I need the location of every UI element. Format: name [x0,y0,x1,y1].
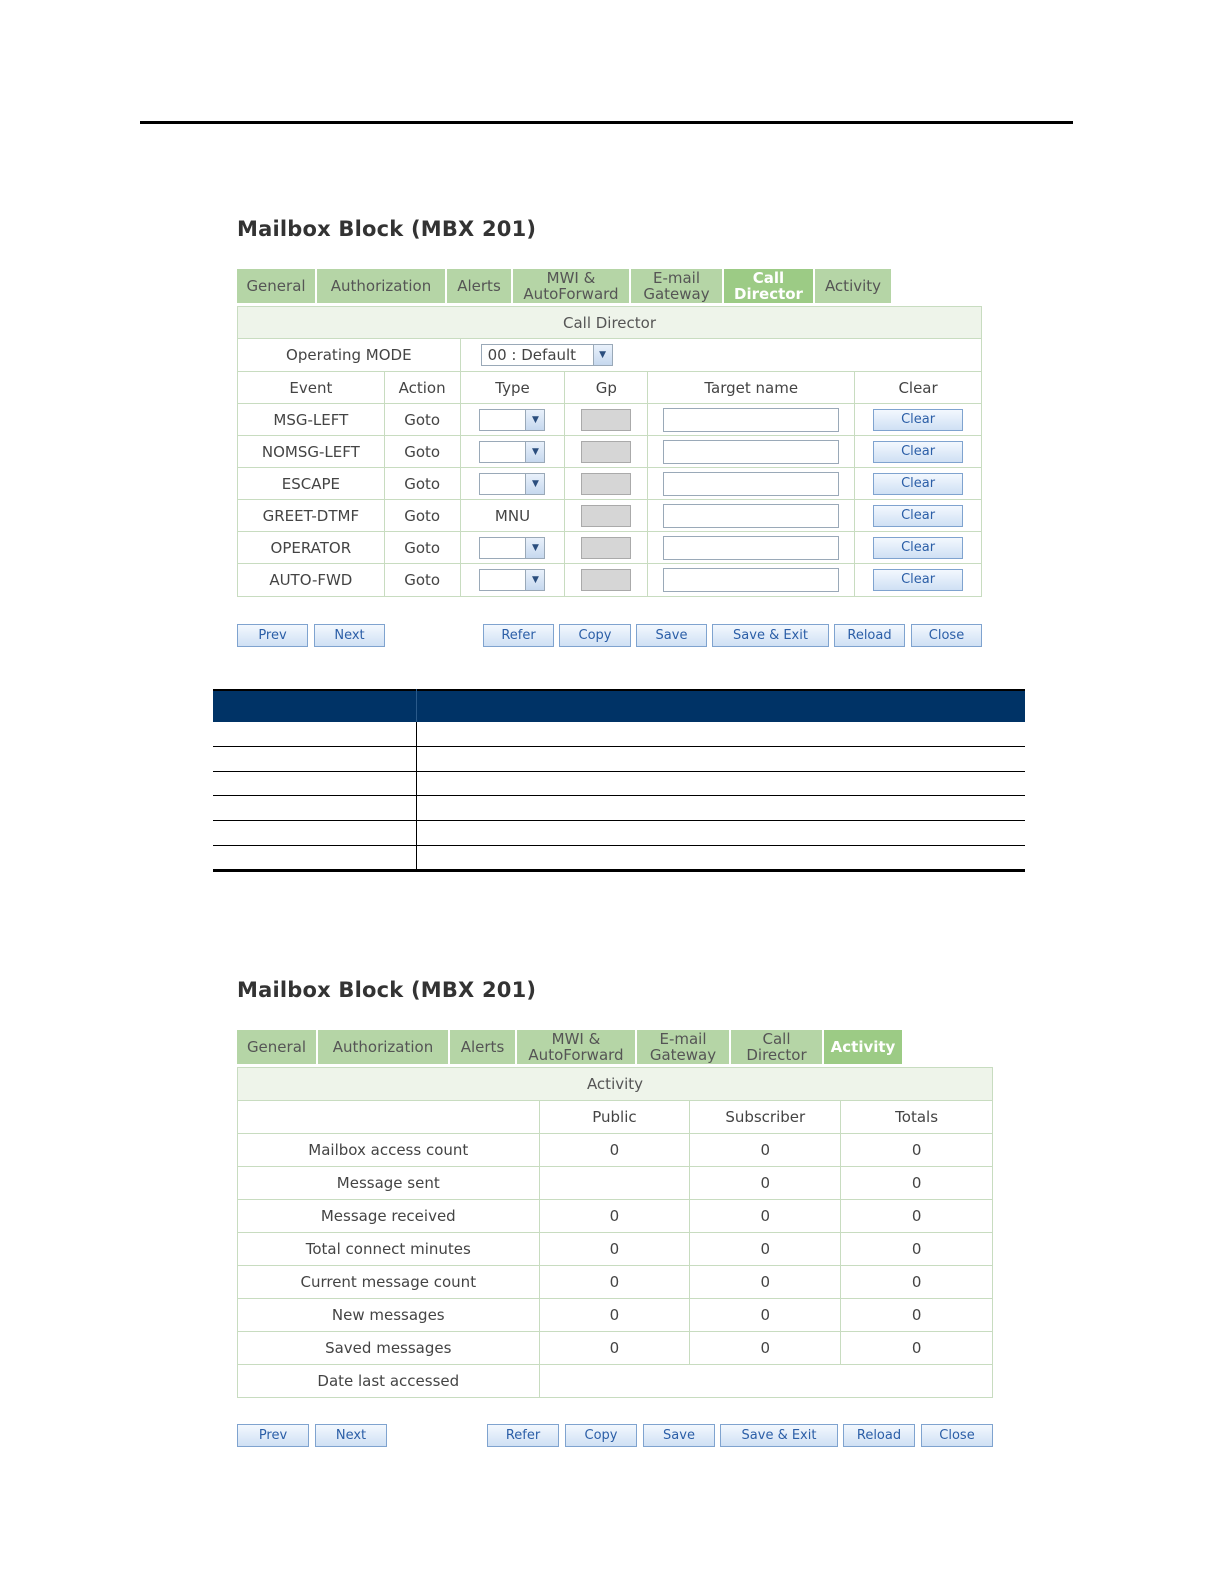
event-action: Goto [384,404,460,436]
clear-button[interactable]: Clear [873,569,963,591]
target-name-input[interactable] [663,536,839,560]
column-header-totals: Totals [841,1101,993,1134]
row-label: Date last accessed [238,1365,540,1398]
document-table-header [213,689,1025,722]
table-row [238,1365,993,1398]
target-name-input[interactable] [663,440,839,464]
operating-mode-select[interactable] [481,344,613,366]
column-divider [416,722,417,870]
reload-button[interactable]: Reload [843,1424,915,1447]
close-button[interactable]: Close [921,1424,993,1447]
tab-mwi-autoforward[interactable]: MWI & AutoForward [517,1030,637,1064]
operating-mode-label: Operating MODE [238,339,461,372]
subscriber-value: 0 [690,1332,841,1365]
row-label: Message sent [238,1167,540,1200]
close-button[interactable]: Close [911,624,982,647]
gp-field [581,505,631,527]
column-header-type: Type [460,372,565,404]
activity-table [237,1067,993,1398]
table-row [238,1332,993,1365]
save-button[interactable]: Save [643,1424,715,1447]
table-row [238,532,982,564]
tab-alerts[interactable]: Alerts [450,1030,517,1064]
chevron-down-icon: ▼ [525,538,544,558]
gp-field [581,569,631,591]
call-director-table [237,306,982,597]
subscriber-value: 0 [690,1134,841,1167]
table-row [238,564,982,597]
table-row [238,500,982,532]
subscriber-value: 0 [690,1299,841,1332]
table-row [238,1134,993,1167]
tab-call-director[interactable]: Call Director [731,1030,824,1064]
public-value: 0 [539,1200,690,1233]
totals-value: 0 [841,1200,993,1233]
tab-email-gateway[interactable]: E-mail Gateway [637,1030,731,1064]
tab-activity[interactable]: Activity [824,1030,904,1064]
next-button[interactable]: Next [314,624,385,647]
event-name: NOMSG-LEFT [238,436,385,468]
section-title: Activity [238,1068,993,1101]
chevron-down-icon: ▼ [593,345,612,365]
call-director-panel [237,215,983,655]
table-row [238,1200,993,1233]
subscriber-value: 0 [690,1266,841,1299]
save-button[interactable]: Save [636,624,707,647]
column-header-clear: Clear [855,372,982,404]
table-row [238,1233,993,1266]
header-divider [416,689,417,722]
next-button[interactable]: Next [315,1424,387,1447]
target-name-input[interactable] [663,504,839,528]
event-action: Goto [384,468,460,500]
clear-button[interactable]: Clear [873,537,963,559]
document-table [213,689,1025,872]
clear-button[interactable]: Clear [873,441,963,463]
row-label: Saved messages [238,1332,540,1365]
event-name: OPERATOR [238,532,385,564]
clear-button[interactable]: Clear [873,473,963,495]
refer-button[interactable]: Refer [487,1424,559,1447]
public-value [539,1167,690,1200]
chevron-down-icon: ▼ [525,570,544,590]
prev-button[interactable]: Prev [237,1424,309,1447]
page-title: Mailbox Block (MBX 201) [237,978,537,1002]
column-header-action: Action [384,372,460,404]
table-row [238,1167,993,1200]
tab-general[interactable]: General [237,1030,318,1064]
gp-field [581,441,631,463]
gp-field [581,409,631,431]
prev-button[interactable]: Prev [237,624,308,647]
row-divider [213,845,1025,846]
tab-mwi-autoforward[interactable]: MWI & AutoForward [513,269,631,303]
copy-button[interactable]: Copy [559,624,631,647]
subscriber-value: 0 [690,1167,841,1200]
save-exit-button[interactable]: Save & Exit [720,1424,838,1447]
target-name-input[interactable] [663,408,839,432]
type-select[interactable] [479,537,545,559]
event-action: Goto [384,500,460,532]
totals-value: 0 [841,1332,993,1365]
type-select[interactable] [479,473,545,495]
tab-alerts[interactable]: Alerts [447,269,513,303]
page-title: Mailbox Block (MBX 201) [237,217,537,241]
tab-activity[interactable]: Activity [815,269,893,303]
chevron-down-icon: ▼ [525,442,544,462]
save-exit-button[interactable]: Save & Exit [712,624,829,647]
tab-email-gateway[interactable]: E-mail Gateway [631,269,724,303]
subscriber-value: 0 [690,1233,841,1266]
tab-call-director[interactable]: Call Director [724,269,815,303]
totals-value: 0 [841,1134,993,1167]
public-value: 0 [539,1266,690,1299]
type-select[interactable] [479,441,545,463]
type-select[interactable] [479,409,545,431]
tab-general[interactable]: General [237,269,317,303]
section-title: Call Director [238,307,982,339]
public-value: 0 [539,1233,690,1266]
row-divider [213,746,1025,747]
operating-mode-value: 00 : Default [487,346,577,364]
target-name-input[interactable] [663,472,839,496]
table-row [238,404,982,436]
chevron-down-icon: ▼ [525,410,544,430]
event-name: ESCAPE [238,468,385,500]
table-row [238,436,982,468]
public-value: 0 [539,1332,690,1365]
event-action: Goto [384,564,460,597]
gp-field [581,537,631,559]
target-name-input[interactable] [663,568,839,592]
row-label: Current message count [238,1266,540,1299]
table-bottom-rule [213,869,1025,872]
tab-bar [237,269,893,303]
type-select[interactable] [479,569,545,591]
page-top-rule [140,121,1073,124]
public-value: 0 [539,1134,690,1167]
tab-bar [237,1030,904,1064]
totals-value: 0 [841,1233,993,1266]
tab-authorization[interactable]: Authorization [317,269,447,303]
row-label: Mailbox access count [238,1134,540,1167]
date-last-accessed-value [539,1365,992,1398]
gp-field [581,473,631,495]
row-divider [213,795,1025,796]
totals-value: 0 [841,1299,993,1332]
clear-button[interactable]: Clear [873,505,963,527]
column-header-blank [238,1101,540,1134]
event-name: MSG-LEFT [238,404,385,436]
copy-button[interactable]: Copy [565,1424,637,1447]
refer-button[interactable]: Refer [483,624,554,647]
event-action: Goto [384,436,460,468]
column-header-public: Public [539,1101,690,1134]
table-row [238,1299,993,1332]
row-divider [213,820,1025,821]
row-label: Message received [238,1200,540,1233]
reload-button[interactable]: Reload [834,624,905,647]
public-value: 0 [539,1299,690,1332]
event-type-value: MNU [460,500,565,532]
table-row [238,468,982,500]
clear-button[interactable]: Clear [873,409,963,431]
row-label: New messages [238,1299,540,1332]
event-name: GREET-DTMF [238,500,385,532]
activity-panel [237,976,994,1452]
row-label: Total connect minutes [238,1233,540,1266]
column-header-event: Event [238,372,385,404]
chevron-down-icon: ▼ [525,474,544,494]
column-header-target-name: Target name [648,372,855,404]
table-row [238,1266,993,1299]
subscriber-value: 0 [690,1200,841,1233]
row-divider [213,771,1025,772]
event-name: AUTO-FWD [238,564,385,597]
totals-value: 0 [841,1266,993,1299]
totals-value: 0 [841,1167,993,1200]
column-header-subscriber: Subscriber [690,1101,841,1134]
column-header-gp: Gp [565,372,648,404]
tab-authorization[interactable]: Authorization [318,1030,450,1064]
event-action: Goto [384,532,460,564]
